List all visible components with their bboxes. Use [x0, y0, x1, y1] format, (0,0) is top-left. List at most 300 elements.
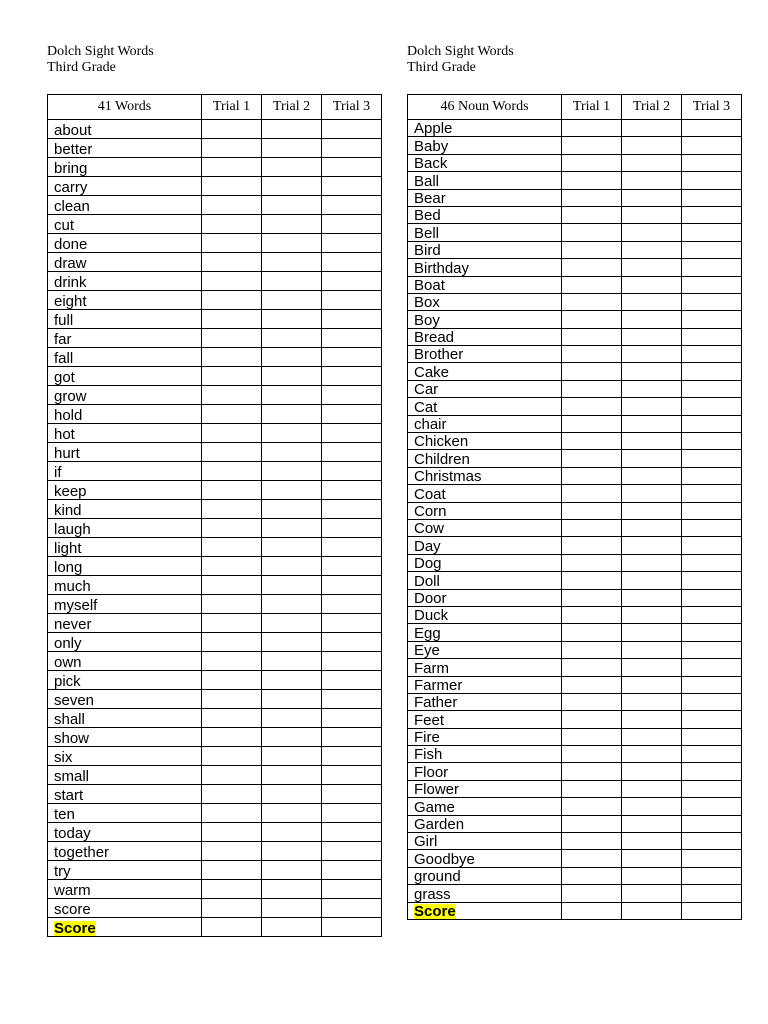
- trial-1-cell[interactable]: [562, 519, 622, 536]
- trial-2-cell[interactable]: [262, 177, 322, 196]
- trial-3-cell[interactable]: [682, 467, 742, 484]
- trial-2-cell[interactable]: [262, 310, 322, 329]
- trial-2-cell[interactable]: [622, 206, 682, 223]
- trial-3-cell[interactable]: [322, 310, 382, 329]
- trial-3-cell[interactable]: [682, 798, 742, 815]
- trial-1-cell[interactable]: [202, 861, 262, 880]
- trial-3-cell[interactable]: [322, 804, 382, 823]
- left-heading: [47, 44, 154, 76]
- trial-2-cell[interactable]: [622, 433, 682, 450]
- trial-3-cell[interactable]: [322, 500, 382, 519]
- trial-2-cell[interactable]: [622, 311, 682, 328]
- trial-3-cell[interactable]: [322, 348, 382, 367]
- trial-3-cell[interactable]: [322, 481, 382, 500]
- trial-1-cell[interactable]: [562, 224, 622, 241]
- trial-2-cell[interactable]: [622, 902, 682, 919]
- trial-1-cell[interactable]: [562, 693, 622, 710]
- trial-2-cell[interactable]: [262, 120, 322, 139]
- word-cell: small: [48, 766, 202, 785]
- trial-3-cell[interactable]: [322, 842, 382, 861]
- trial-3-cell[interactable]: [682, 328, 742, 345]
- trial-2-cell[interactable]: [262, 158, 322, 177]
- trial-3-cell[interactable]: [682, 589, 742, 606]
- trial-2-cell[interactable]: [262, 766, 322, 785]
- trial-2-cell[interactable]: [262, 690, 322, 709]
- trial-3-cell[interactable]: [682, 780, 742, 797]
- trial-3-cell[interactable]: [682, 885, 742, 902]
- trial-3-cell[interactable]: [682, 850, 742, 867]
- trial-3-cell[interactable]: [322, 462, 382, 481]
- trial-3-cell[interactable]: [322, 766, 382, 785]
- trial-3-cell[interactable]: [682, 380, 742, 397]
- trial-1-cell[interactable]: [202, 120, 262, 139]
- trial-2-cell[interactable]: [262, 234, 322, 253]
- trial-3-cell[interactable]: [322, 177, 382, 196]
- trial-2-cell[interactable]: [622, 867, 682, 884]
- table-row: [408, 554, 742, 571]
- trial-3-cell[interactable]: [682, 624, 742, 641]
- trial-2-cell[interactable]: [622, 120, 682, 137]
- trial-1-cell[interactable]: [202, 310, 262, 329]
- trial-3-cell[interactable]: [322, 614, 382, 633]
- trial-2-cell[interactable]: [262, 348, 322, 367]
- word-cell: got: [48, 367, 202, 386]
- trial-1-cell[interactable]: [202, 253, 262, 272]
- trial-3-cell[interactable]: [322, 557, 382, 576]
- trial-2-cell[interactable]: [622, 502, 682, 519]
- trial-2-cell[interactable]: [262, 481, 322, 500]
- trial-2-cell[interactable]: [262, 823, 322, 842]
- trial-2-cell[interactable]: [262, 709, 322, 728]
- trial-1-cell[interactable]: [562, 398, 622, 415]
- trial-1-cell[interactable]: [562, 450, 622, 467]
- trial-2-cell[interactable]: [262, 519, 322, 538]
- trial-3-cell[interactable]: [682, 433, 742, 450]
- trial-1-cell[interactable]: [562, 676, 622, 693]
- trial-3-cell[interactable]: [682, 711, 742, 728]
- trial-1-cell[interactable]: [202, 538, 262, 557]
- trial-3-cell[interactable]: [322, 405, 382, 424]
- trial-3-cell[interactable]: [682, 363, 742, 380]
- trial-1-cell[interactable]: [202, 424, 262, 443]
- trial-1-cell[interactable]: [562, 293, 622, 310]
- trial-3-cell[interactable]: [682, 572, 742, 589]
- word-cell: light: [48, 538, 202, 557]
- trial-2-cell[interactable]: [262, 633, 322, 652]
- trial-2-cell[interactable]: [622, 659, 682, 676]
- trial-2-cell[interactable]: [622, 676, 682, 693]
- trial-2-cell[interactable]: [262, 614, 322, 633]
- trial-1-cell[interactable]: [562, 798, 622, 815]
- trial-2-cell[interactable]: [622, 346, 682, 363]
- trial-3-cell[interactable]: [682, 606, 742, 623]
- trial-2-cell[interactable]: [622, 415, 682, 432]
- trial-2-cell[interactable]: [622, 606, 682, 623]
- trial-1-cell[interactable]: [202, 918, 262, 937]
- trial-1-cell[interactable]: [202, 823, 262, 842]
- trial-1-cell[interactable]: [562, 363, 622, 380]
- word-cell: seven: [48, 690, 202, 709]
- trial-1-cell[interactable]: [202, 747, 262, 766]
- table-row: [408, 276, 742, 293]
- word-cell: keep: [48, 481, 202, 500]
- trial-2-cell[interactable]: [262, 367, 322, 386]
- table-row: [408, 137, 742, 154]
- trial-1-cell[interactable]: [202, 595, 262, 614]
- score-cell: [408, 902, 562, 919]
- trial-1-cell[interactable]: [202, 177, 262, 196]
- trial-3-cell[interactable]: [682, 311, 742, 328]
- trial-2-cell[interactable]: [622, 485, 682, 502]
- trial-1-cell[interactable]: [202, 576, 262, 595]
- trial-3-cell[interactable]: [682, 189, 742, 206]
- trial-3-cell[interactable]: [682, 502, 742, 519]
- trial-1-cell[interactable]: [562, 728, 622, 745]
- trial-2-cell[interactable]: [622, 798, 682, 815]
- trial-1-cell[interactable]: [202, 386, 262, 405]
- trial-1-cell[interactable]: [202, 804, 262, 823]
- trial-3-cell[interactable]: [322, 823, 382, 842]
- trial-2-cell[interactable]: [262, 291, 322, 310]
- trial-3-cell[interactable]: [322, 158, 382, 177]
- trial-1-cell[interactable]: [562, 641, 622, 658]
- trial-3-cell[interactable]: [682, 346, 742, 363]
- trial-1-cell[interactable]: [562, 259, 622, 276]
- trial-1-cell[interactable]: [562, 433, 622, 450]
- trial-3-cell[interactable]: [682, 676, 742, 693]
- trial-3-cell[interactable]: [322, 272, 382, 291]
- trial-1-cell[interactable]: [562, 885, 622, 902]
- trial-1-cell[interactable]: [562, 572, 622, 589]
- trial-3-cell[interactable]: [322, 576, 382, 595]
- trial-1-cell[interactable]: [562, 606, 622, 623]
- trial-1-cell[interactable]: [202, 519, 262, 538]
- trial-2-cell[interactable]: [262, 728, 322, 747]
- trial-3-cell[interactable]: [682, 206, 742, 223]
- trial-2-cell[interactable]: [622, 467, 682, 484]
- trial-1-cell[interactable]: [562, 850, 622, 867]
- trial-3-cell[interactable]: [322, 785, 382, 804]
- table-row: [48, 538, 382, 557]
- trial-2-cell[interactable]: [262, 804, 322, 823]
- trial-3-cell[interactable]: [682, 450, 742, 467]
- trial-3-cell[interactable]: [322, 918, 382, 937]
- trial-1-cell[interactable]: [202, 557, 262, 576]
- trial-1-cell[interactable]: [202, 633, 262, 652]
- trial-1-cell[interactable]: [202, 690, 262, 709]
- trial-1-cell[interactable]: [562, 380, 622, 397]
- trial-2-cell[interactable]: [622, 711, 682, 728]
- trial-3-cell[interactable]: [322, 747, 382, 766]
- trial-2-cell[interactable]: [262, 918, 322, 937]
- trial-3-cell[interactable]: [682, 137, 742, 154]
- trial-1-cell[interactable]: [562, 711, 622, 728]
- table-row: [48, 614, 382, 633]
- trial-3-cell[interactable]: [682, 224, 742, 241]
- table-row: [48, 386, 382, 405]
- trial-3-cell[interactable]: [322, 367, 382, 386]
- trial-1-cell[interactable]: [202, 196, 262, 215]
- trial-3-cell[interactable]: [322, 215, 382, 234]
- right-header-trial-3: Trial 3: [682, 95, 742, 120]
- table-row: [408, 815, 742, 832]
- trial-1-cell[interactable]: [202, 234, 262, 253]
- trial-1-cell[interactable]: [562, 902, 622, 919]
- trial-2-cell[interactable]: [622, 850, 682, 867]
- trial-2-cell[interactable]: [622, 519, 682, 536]
- trial-2-cell[interactable]: [262, 272, 322, 291]
- trial-1-cell[interactable]: [202, 348, 262, 367]
- trial-2-cell[interactable]: [262, 652, 322, 671]
- trial-1-cell[interactable]: [202, 614, 262, 633]
- trial-2-cell[interactable]: [622, 293, 682, 310]
- trial-2-cell[interactable]: [262, 196, 322, 215]
- trial-2-cell[interactable]: [622, 728, 682, 745]
- trial-2-cell[interactable]: [262, 215, 322, 234]
- trial-2-cell[interactable]: [622, 815, 682, 832]
- trial-3-cell[interactable]: [322, 329, 382, 348]
- trial-1-cell[interactable]: [562, 120, 622, 137]
- trial-1-cell[interactable]: [562, 311, 622, 328]
- trial-1-cell[interactable]: [562, 467, 622, 484]
- trial-1-cell[interactable]: [202, 462, 262, 481]
- word-cell: hold: [48, 405, 202, 424]
- word-cell: Cow: [408, 519, 562, 536]
- trial-3-cell[interactable]: [682, 154, 742, 171]
- trial-1-cell[interactable]: [202, 367, 262, 386]
- trial-2-cell[interactable]: [622, 241, 682, 258]
- trial-1-cell[interactable]: [202, 785, 262, 804]
- trial-2-cell[interactable]: [262, 139, 322, 158]
- trial-2-cell[interactable]: [262, 576, 322, 595]
- trial-3-cell[interactable]: [682, 833, 742, 850]
- trial-1-cell[interactable]: [562, 746, 622, 763]
- trial-3-cell[interactable]: [322, 120, 382, 139]
- trial-1-cell[interactable]: [202, 481, 262, 500]
- trial-2-cell[interactable]: [262, 842, 322, 861]
- trial-1-cell[interactable]: [562, 154, 622, 171]
- trial-1-cell[interactable]: [202, 766, 262, 785]
- trial-3-cell[interactable]: [322, 728, 382, 747]
- word-cell: show: [48, 728, 202, 747]
- table-row: [48, 747, 382, 766]
- trial-2-cell[interactable]: [262, 785, 322, 804]
- trial-1-cell[interactable]: [562, 537, 622, 554]
- trial-1-cell[interactable]: [562, 241, 622, 258]
- trial-1-cell[interactable]: [202, 272, 262, 291]
- trial-3-cell[interactable]: [682, 241, 742, 258]
- trial-2-cell[interactable]: [622, 276, 682, 293]
- trial-3-cell[interactable]: [682, 641, 742, 658]
- trial-1-cell[interactable]: [562, 276, 622, 293]
- trial-2-cell[interactable]: [622, 450, 682, 467]
- trial-2-cell[interactable]: [622, 693, 682, 710]
- trial-2-cell[interactable]: [622, 137, 682, 154]
- trial-1-cell[interactable]: [202, 880, 262, 899]
- trial-2-cell[interactable]: [622, 363, 682, 380]
- trial-3-cell[interactable]: [682, 519, 742, 536]
- trial-2-cell[interactable]: [262, 538, 322, 557]
- trial-3-cell[interactable]: [682, 902, 742, 919]
- trial-1-cell[interactable]: [562, 328, 622, 345]
- trial-1-cell[interactable]: [202, 671, 262, 690]
- trial-2-cell[interactable]: [262, 861, 322, 880]
- trial-1-cell[interactable]: [202, 158, 262, 177]
- trial-1-cell[interactable]: [562, 206, 622, 223]
- trial-2-cell[interactable]: [262, 405, 322, 424]
- trial-1-cell[interactable]: [562, 415, 622, 432]
- trial-3-cell[interactable]: [682, 867, 742, 884]
- trial-2-cell[interactable]: [262, 329, 322, 348]
- trial-1-cell[interactable]: [202, 291, 262, 310]
- trial-2-cell[interactable]: [622, 398, 682, 415]
- trial-2-cell[interactable]: [262, 500, 322, 519]
- word-cell: Children: [408, 450, 562, 467]
- trial-1-cell[interactable]: [202, 443, 262, 462]
- trial-1-cell[interactable]: [562, 780, 622, 797]
- trial-2-cell[interactable]: [622, 172, 682, 189]
- trial-3-cell[interactable]: [682, 763, 742, 780]
- trial-1-cell[interactable]: [202, 329, 262, 348]
- trial-2-cell[interactable]: [622, 224, 682, 241]
- trial-2-cell[interactable]: [262, 899, 322, 918]
- trial-3-cell[interactable]: [322, 899, 382, 918]
- trial-1-cell[interactable]: [562, 502, 622, 519]
- trial-3-cell[interactable]: [682, 415, 742, 432]
- trial-1-cell[interactable]: [562, 554, 622, 571]
- trial-2-cell[interactable]: [622, 154, 682, 171]
- trial-1-cell[interactable]: [562, 815, 622, 832]
- trial-3-cell[interactable]: [682, 485, 742, 502]
- table-row: [48, 500, 382, 519]
- trial-3-cell[interactable]: [322, 443, 382, 462]
- trial-3-cell[interactable]: [682, 259, 742, 276]
- trial-3-cell[interactable]: [322, 386, 382, 405]
- word-cell: done: [48, 234, 202, 253]
- word-cell: Day: [408, 537, 562, 554]
- right-header-trial-2: Trial 2: [622, 95, 682, 120]
- trial-1-cell[interactable]: [562, 346, 622, 363]
- trial-3-cell[interactable]: [322, 690, 382, 709]
- trial-3-cell[interactable]: [322, 519, 382, 538]
- trial-2-cell[interactable]: [262, 424, 322, 443]
- trial-2-cell[interactable]: [622, 885, 682, 902]
- trial-1-cell[interactable]: [562, 659, 622, 676]
- trial-3-cell[interactable]: [322, 139, 382, 158]
- trial-2-cell[interactable]: [622, 780, 682, 797]
- trial-1-cell[interactable]: [202, 899, 262, 918]
- trial-2-cell[interactable]: [622, 763, 682, 780]
- word-cell: clean: [48, 196, 202, 215]
- trial-3-cell[interactable]: [322, 633, 382, 652]
- trial-2-cell[interactable]: [622, 328, 682, 345]
- right-subtitle: Third Grade: [407, 60, 476, 75]
- trial-1-cell[interactable]: [202, 842, 262, 861]
- trial-1-cell[interactable]: [562, 624, 622, 641]
- trial-1-cell[interactable]: [562, 137, 622, 154]
- table-row: [408, 311, 742, 328]
- trial-2-cell[interactable]: [622, 537, 682, 554]
- trial-1-cell[interactable]: [562, 589, 622, 606]
- trial-2-cell[interactable]: [262, 880, 322, 899]
- trial-1-cell[interactable]: [562, 867, 622, 884]
- trial-3-cell[interactable]: [322, 291, 382, 310]
- trial-3-cell[interactable]: [682, 293, 742, 310]
- trial-2-cell[interactable]: [262, 443, 322, 462]
- trial-3-cell[interactable]: [682, 693, 742, 710]
- table-row: [48, 310, 382, 329]
- trial-3-cell[interactable]: [682, 554, 742, 571]
- trial-3-cell[interactable]: [322, 424, 382, 443]
- trial-3-cell[interactable]: [682, 537, 742, 554]
- trial-2-cell[interactable]: [622, 259, 682, 276]
- word-cell: long: [48, 557, 202, 576]
- trial-3-cell[interactable]: [322, 671, 382, 690]
- trial-2-cell[interactable]: [622, 589, 682, 606]
- trial-1-cell[interactable]: [202, 652, 262, 671]
- trial-1-cell[interactable]: [562, 485, 622, 502]
- trial-2-cell[interactable]: [622, 833, 682, 850]
- trial-3-cell[interactable]: [682, 815, 742, 832]
- trial-3-cell[interactable]: [682, 398, 742, 415]
- trial-2-cell[interactable]: [262, 747, 322, 766]
- trial-2-cell[interactable]: [262, 253, 322, 272]
- trial-3-cell[interactable]: [322, 595, 382, 614]
- table-row: [408, 259, 742, 276]
- trial-2-cell[interactable]: [622, 624, 682, 641]
- word-cell: laugh: [48, 519, 202, 538]
- trial-3-cell[interactable]: [322, 652, 382, 671]
- trial-3-cell[interactable]: [322, 253, 382, 272]
- trial-1-cell[interactable]: [562, 172, 622, 189]
- trial-2-cell[interactable]: [262, 595, 322, 614]
- trial-1-cell[interactable]: [562, 189, 622, 206]
- trial-3-cell[interactable]: [322, 880, 382, 899]
- trial-2-cell[interactable]: [262, 386, 322, 405]
- trial-3-cell[interactable]: [682, 659, 742, 676]
- trial-2-cell[interactable]: [262, 557, 322, 576]
- trial-3-cell[interactable]: [322, 196, 382, 215]
- trial-3-cell[interactable]: [322, 234, 382, 253]
- trial-3-cell[interactable]: [682, 120, 742, 137]
- trial-1-cell[interactable]: [562, 763, 622, 780]
- trial-1-cell[interactable]: [202, 500, 262, 519]
- trial-2-cell[interactable]: [622, 641, 682, 658]
- trial-3-cell[interactable]: [682, 728, 742, 745]
- word-cell: grow: [48, 386, 202, 405]
- trial-1-cell[interactable]: [202, 139, 262, 158]
- trial-2-cell[interactable]: [262, 671, 322, 690]
- word-cell: full: [48, 310, 202, 329]
- trial-1-cell[interactable]: [202, 728, 262, 747]
- trial-2-cell[interactable]: [622, 380, 682, 397]
- trial-1-cell[interactable]: [202, 215, 262, 234]
- trial-3-cell[interactable]: [682, 276, 742, 293]
- trial-1-cell[interactable]: [562, 833, 622, 850]
- trial-2-cell[interactable]: [622, 189, 682, 206]
- trial-3-cell[interactable]: [322, 861, 382, 880]
- trial-3-cell[interactable]: [322, 538, 382, 557]
- trial-3-cell[interactable]: [322, 709, 382, 728]
- trial-3-cell[interactable]: [682, 172, 742, 189]
- trial-1-cell[interactable]: [202, 405, 262, 424]
- trial-1-cell[interactable]: [202, 709, 262, 728]
- trial-2-cell[interactable]: [622, 746, 682, 763]
- trial-3-cell[interactable]: [682, 746, 742, 763]
- trial-2-cell[interactable]: [622, 572, 682, 589]
- trial-2-cell[interactable]: [622, 554, 682, 571]
- trial-2-cell[interactable]: [262, 462, 322, 481]
